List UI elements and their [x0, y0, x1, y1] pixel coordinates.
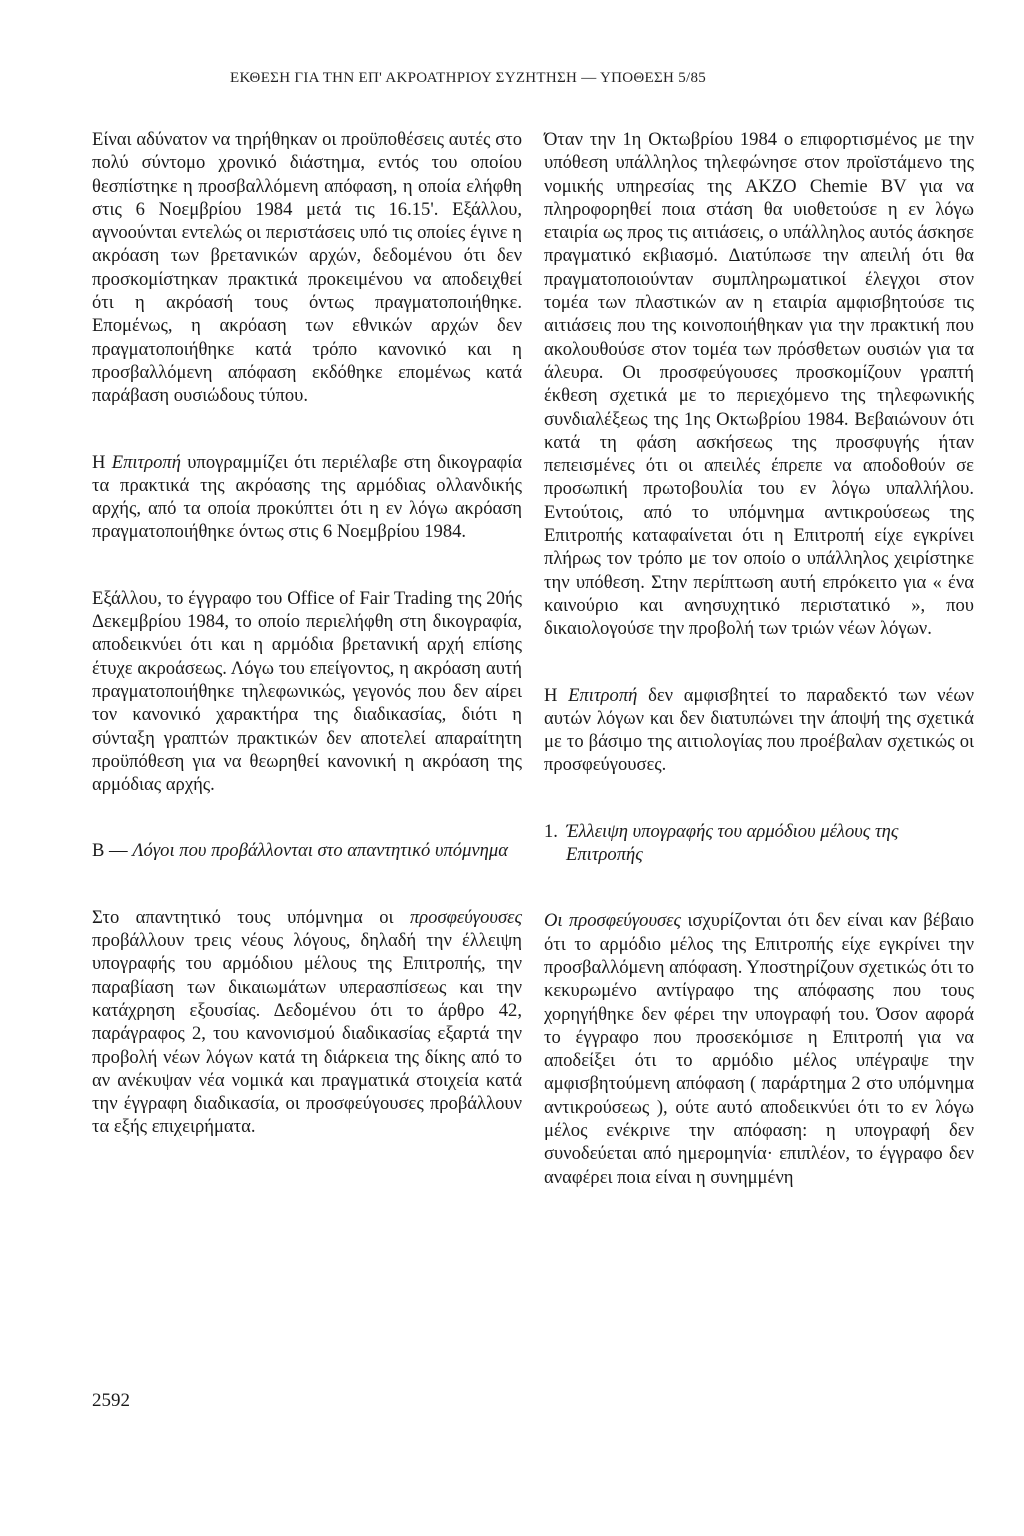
right-paragraph-1: Όταν την 1η Οκτωβρίου 1984 ο επιφορτισμένος με την υπόθεση υπάλληλος τηλεφώνησε στον προϊστάμενο της νομικής υπηρεσίας της AKZO Chemie BV για να πληροφορηθεί ποια στάση θα υιοθετούσε η εν λόγω εταιρία ως προς τις αιτιάσεις, ο υπάλληλος αυτός άσκησε πραγματικό εκβιασμό. Διατύπωσε την απειλή ότι θα πραγματοποιούνταν συμπληρωματικοί έλεγχοι στον τομέα των πλαστικών αν η εταιρία αμφισβητούσε τις αιτιάσεις που της κοινοποιήθηκαν για την πρακτική που ακολουθούσε στον τομέα των πρόσθετων ουσιών για τα άλευρα. Οι προσφεύγουσες προσκομίζουν γραπτή έκθεση σχετικά με το περιεχόμενο της τηλεφωνικής συνδιαλέξεως της 1ης Οκτωβρίου 1984. Βεβαιώνουν ότι κατά τη φάση ασκήσεως της προσφυγής ήταν πεπεισμένες ότι οι απειλές έπρεπε να αποδοθούν σε προσωπική πρωτοβουλία του εν λόγω υπαλλήλου. Εντούτοις, από το υπόμνημα αντικρούσεως της Επιτροπής καταφαίνεται ότι η Επιτροπή είχε εγκρίνει πλήρως τον τρόπο με τον οποίο ο υπάλληλος χειρίστηκε την υπόθεση. Στην περίπτωση αυτή επρόκειτο για « ένα καινούριο και ανησυχητικό περιστατικό », που δικαιολογούσε την προβολή των τριών νέων λόγων. [544, 129, 974, 640]
section-1-title: Έλλειψη υπογραφής του αρμόδιου μέλους της Επιτροπής [566, 820, 899, 866]
right-column [544, 128, 974, 1189]
left-p2-italic: Επιτροπή [111, 451, 181, 473]
left-column [92, 128, 522, 1139]
page-number: 2592 [92, 1390, 130, 1411]
running-head: ΕΚΘΕΣΗ ΓΙΑ ΤΗΝ ΕΠ' ΑΚΡΟΑΤΗΡΙΟΥ ΣΥΖΗΤΗΣΗ — ΥΠΟΘΕΣΗ 5/85 [230, 70, 707, 86]
left-paragraph-1: Είναι αδύνατον να τηρήθηκαν οι προϋποθέσεις αυτές στο πολύ σύντομο χρονικό διάστημα, εντός του οποίου θεσπίστηκε η προσβαλλόμενη απόφαση, η οποία ελήφθη στις 6 Νοεμβρίου 1984 μετά τις 16.15'. Εξάλλου, αγνοούνται εντελώς οι περιστάσεις υπό τις οποίες έγινε η ακρόαση των βρετανικών αρχών, δεδομένου ότι δεν προσκομίστηκαν πρακτικά προκειμένου να αποδειχθεί ότι η ακρόασή τους όντως πραγματοποιήθηκε. Επομένως, η ακρόαση των εθνικών αρχών δεν πραγματοποιήθηκε κατά τρόπο κανονικό και η προσβαλλόμενη απόφαση εκδόθηκε επομένως κατά παράβαση ουσιώδους τύπου. [92, 129, 522, 407]
right-p2-italic: Επιτροπή [568, 684, 638, 706]
left-p2-rest: υπογραμμίζει ότι περιέλαβε στη δικογραφία τα πρακτικά της ακρόασης της αρμόδιας ολλανδικής αρχής, από τα οποία προκύπτει ότι η εν λόγω ακρόαση πραγματοποιήθηκε όντως στις 6 Νοεμβρίου 1984. [92, 451, 522, 543]
section-heading-1 [544, 820, 974, 867]
left-p4-italic: προσφεύγουσες [409, 906, 522, 928]
left-paragraph-2 [92, 451, 522, 544]
section-b-title: Λόγοι που προβάλλονται στο απαντητικό υπόμνημα [132, 840, 508, 862]
right-paragraph-3 [544, 909, 974, 1189]
left-p4-lead: Στο απαντητικό τους υπόμνημα οι [92, 906, 394, 928]
section-b-label: B — [92, 840, 128, 862]
right-p2-rest: δεν αμφισβητεί το παραδεκτό των νέων αυτών λόγων και δεν διατυπώνει την άποψή της σχετικά με το βάσιμο της αιτιολογίας που προέβαλαν σχετικώς οι προσφεύγουσες. [544, 684, 974, 776]
right-paragraph-2 [544, 684, 974, 777]
right-p3-rest: ισχυρίζονται ότι δεν είναι καν βέβαιο ότι το αρμόδιο μέλος της Επιτροπής είχε εγκρίνει την προσβαλλόμενη απόφαση. Υποστηρίζουν σχετικώς ότι το κεκυρωμένο αντίγραφο της απόφασης που τους χορηγήθηκε δεν φέρει την υπογραφή του. Όσον αφορά το έγγραφο που προσεκόμισε η Επιτροπή για να αποδείξει ότι το αρμόδιο μέλος υπέγραψε την αμφισβητούμενη απόφαση ( παράρτημα 2 στο υπόμνημα αντικρούσεως ), ούτε αυτό αποδεικνύει ότι το εν λόγω μέλος ενέκρινε την απόφαση: η υπογραφή δεν συνοδεύεται από ημερομηνία· επιπλέον, το έγγραφο δεν αναφέρει ποια είναι η συνημμένη [544, 910, 975, 1188]
left-p4-rest: προβάλλουν τρεις νέους λόγους, δηλαδή την έλλειψη υπογραφής του αρμόδιου μέλους της Επιτροπής, την παραβίαση των δικαιωμάτων υπερασπίσεως και την κατάχρηση εξουσίας. Δεδομένου ότι το άρθρο 42, παράγραφος 2, του κανονισμού διαδικασίας εξαρτά την προβολή νέων λόγων κατά τη διάρκεια της δίκης από το αν ανέκυψαν νέα νομικά και πραγματικά στοιχεία κατά την έγγραφη διαδικασία, οι προσφεύγουσες προβάλλουν τα εξής επιχειρήματα. [92, 930, 522, 1138]
section-1-number: 1. [544, 820, 558, 842]
left-paragraph-3: Εξάλλου, το έγγραφο του Office of Fair Trading της 20ής Δεκεμβρίου 1984, το οποίο περιελήφθη στη δικογραφία, αποδεικνύει ότι και η αρμόδια βρετανική αρχή επίσης έτυχε ακροάσεως. Λόγω του επείγοντος, η ακρόαση αυτή πραγματοποιήθηκε τηλεφωνικώς, γεγονός που δεν αίρει τον κανονικό χαρακτήρα της διαδικασίας, διότι η σύνταξη γραπτών πρακτικών δεν αποτελεί απαραίτητη προϋπόθεση για να θεωρηθεί κανονική η ακρόαση της αρμόδιας αρχής. [92, 587, 522, 796]
left-paragraph-4 [92, 906, 522, 1139]
right-p3-italic: Οι προσφεύγουσες [544, 910, 682, 932]
section-heading-b [92, 839, 522, 862]
right-p2-lead: Η [544, 684, 558, 706]
left-p2-lead: Η [92, 451, 106, 473]
